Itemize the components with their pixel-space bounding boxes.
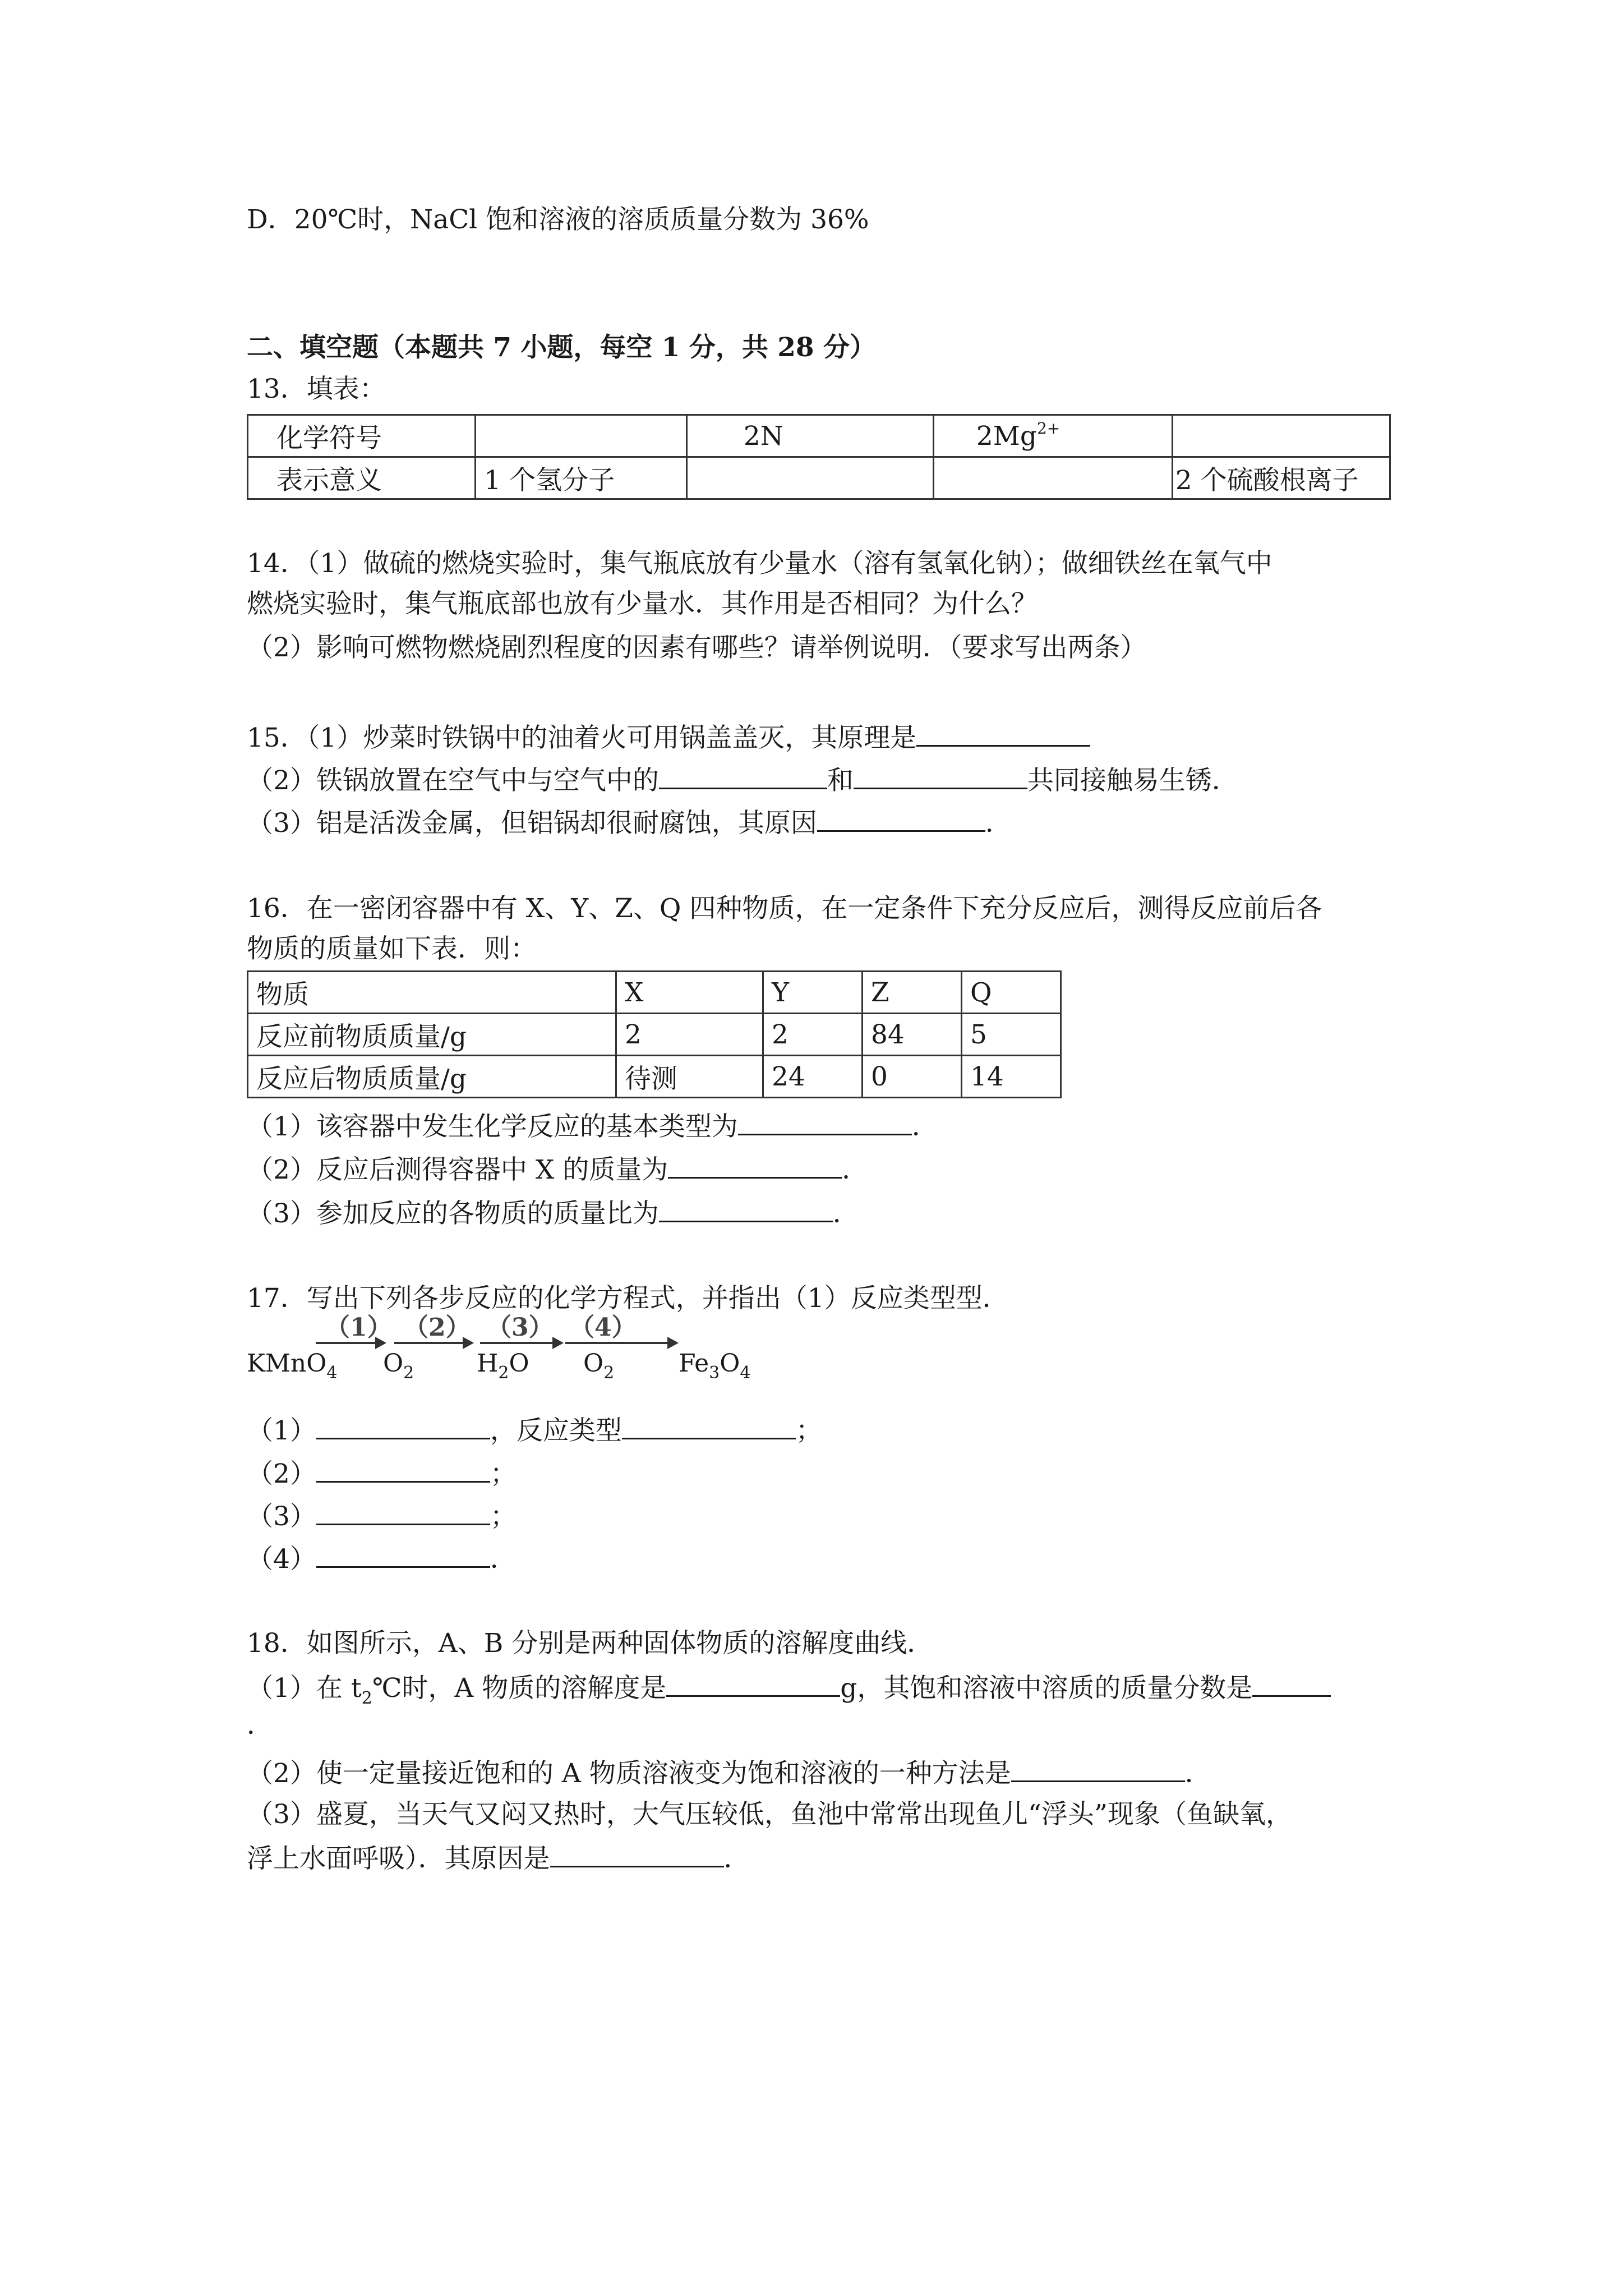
answer-blank[interactable] — [817, 804, 985, 832]
q15-text2b: 和 — [827, 765, 854, 796]
step-label-3: （3） — [487, 1313, 554, 1342]
formula-o2 — [383, 1349, 414, 1383]
q16-sub2 — [247, 1151, 868, 1187]
table-cell: Z — [863, 972, 962, 1014]
table-cell: 2N — [686, 415, 933, 457]
arrow-icon — [480, 1342, 561, 1344]
answer-blank[interactable] — [1011, 1755, 1185, 1782]
answer-blank[interactable] — [550, 1840, 724, 1867]
q18-line3: ． — [247, 1710, 273, 1741]
q18-text: （2）使一定量接近饱和的 A 物质溶液变为饱和溶液的一种方法是 — [247, 1758, 1011, 1789]
table-cell[interactable] — [476, 415, 687, 457]
q17-answer4 — [247, 1540, 517, 1576]
table-cell: Q — [962, 972, 1061, 1014]
q17-answer1 — [247, 1412, 822, 1448]
section-title: 二、填空题（本题共 7 小题，每空 1 分，共 28 分） — [247, 332, 876, 363]
table-row — [248, 972, 1061, 1014]
subscript: 2 — [603, 1363, 615, 1383]
q18-text: 浮上水面呼吸）．其原因是 — [247, 1843, 550, 1874]
table-cell: Y — [763, 972, 863, 1014]
q16-text2: （2）反应后测得容器中 X 的质量为 — [247, 1154, 668, 1185]
formula-text: O — [720, 1349, 740, 1378]
table-cell: 化学符号 — [248, 415, 476, 457]
q16-line2: 物质的质量如下表．则： — [247, 933, 537, 964]
table-cell: 0 — [863, 1056, 962, 1098]
q15-text3b: ． — [985, 808, 1012, 839]
answer-blank[interactable] — [659, 1195, 833, 1222]
q18-line4 — [247, 1755, 1211, 1791]
subscript: 2 — [403, 1363, 414, 1383]
formula-text: Fe — [679, 1349, 709, 1378]
answer-blank[interactable] — [659, 762, 827, 789]
step-label-2: （2） — [404, 1313, 471, 1342]
q18-text: ． — [723, 1843, 750, 1874]
q13-title: 13．填表： — [247, 374, 386, 404]
table-cell[interactable] — [1172, 415, 1390, 457]
q17-line1: 17．写出下列各步反应的化学方程式，并指出（1）反应类型型． — [247, 1283, 1009, 1314]
formula-kmno4 — [247, 1349, 338, 1383]
answer-blank[interactable] — [622, 1412, 796, 1439]
answer-blank[interactable] — [1252, 1669, 1331, 1697]
subscript: 4 — [740, 1363, 751, 1383]
arrow-icon — [565, 1342, 676, 1344]
formula-text: H — [477, 1349, 499, 1378]
table-cell: 5 — [962, 1014, 1061, 1056]
q17-label: （2） — [247, 1458, 316, 1489]
answer-blank[interactable] — [668, 1151, 842, 1179]
table-cell: 14 — [962, 1056, 1061, 1098]
q15-line2 — [247, 762, 1238, 798]
q14-line2: 燃烧实验时，集气瓶底部也放有少量水．其作用是否相同？为什么？ — [247, 588, 1038, 619]
q14-line1: 14．（1）做硫的燃烧实验时，集气瓶底放有少量水（溶有氢氧化钠）；做细铁丝在氧气中 — [247, 548, 1272, 579]
q17-text: ； — [490, 1501, 517, 1532]
table-cell: 24 — [763, 1056, 863, 1098]
q17-text: ，反应类型 — [490, 1415, 622, 1446]
q16-text1: （1）该容器中发生化学反应的基本类型为 — [247, 1111, 738, 1142]
formula-text: KMnO — [247, 1349, 327, 1378]
q16-end: ． — [842, 1154, 869, 1185]
q16-table — [247, 970, 1062, 1098]
subscript: 4 — [326, 1363, 338, 1383]
table-cell: 2 — [763, 1014, 863, 1056]
q17-label: （1） — [247, 1415, 316, 1446]
q17-label: （4） — [247, 1544, 316, 1575]
q17-text: ； — [795, 1415, 822, 1446]
answer-blank[interactable] — [916, 719, 1090, 747]
q16-text3: （3）参加反应的各物质的质量比为 — [247, 1198, 659, 1229]
q17-answer2 — [247, 1455, 517, 1491]
table-cell: 1 个氢分子 — [476, 457, 687, 499]
table-row — [248, 1056, 1061, 1098]
q15-line1 — [247, 719, 1090, 755]
q18-line6 — [247, 1840, 750, 1876]
table-row — [248, 457, 1390, 499]
q15-text1: 15．（1）炒菜时铁锅中的油着火可用锅盖盖灭，其原理是 — [247, 723, 917, 753]
formula-text: O — [509, 1349, 529, 1378]
q15-text3a: （3）铝是活泼金属，但铝锅却很耐腐蚀，其原因 — [247, 808, 817, 839]
step-label-4: （4） — [570, 1313, 637, 1342]
q18-text: ． — [1184, 1758, 1211, 1789]
table-cell: 2 个硫酸根离子 — [1172, 457, 1390, 499]
table-cell: 反应前物质质量/g — [248, 1014, 616, 1056]
q18-line5: （3）盛夏，当天气又闷又热时，大气压较低，鱼池中常常出现鱼儿“浮头”现象（鱼缺氧， — [247, 1799, 1292, 1830]
table-cell: 84 — [863, 1014, 962, 1056]
q17-text: ． — [490, 1544, 517, 1575]
answer-blank[interactable] — [854, 762, 1027, 789]
q18-text: （1）在 t — [247, 1673, 362, 1704]
q17-text: ； — [490, 1458, 517, 1489]
q18-line1: 18．如图所示，A、B 分别是两种固体物质的溶解度曲线． — [247, 1628, 934, 1659]
table-cell: 反应后物质质量/g — [248, 1056, 616, 1098]
table-cell[interactable] — [686, 457, 933, 499]
answer-blank[interactable] — [316, 1498, 490, 1525]
table-cell: X — [616, 972, 763, 1014]
answer-blank[interactable] — [666, 1669, 840, 1697]
option-d: D．20℃时，NaCl 饱和溶液的溶质质量分数为 36% — [247, 204, 869, 235]
subscript: 3 — [709, 1363, 720, 1383]
q15-line3 — [247, 804, 1012, 840]
q15-text2c: 共同接触易生锈． — [1027, 765, 1238, 796]
table-cell — [933, 415, 1172, 457]
q16-sub3 — [247, 1195, 859, 1231]
arrow-icon — [316, 1342, 384, 1344]
q14-line3: （2）影响可燃物燃烧剧烈程度的因素有哪些？请举例说明．（要求写出两条） — [247, 632, 1147, 663]
table-row — [248, 415, 1390, 457]
q17-label: （3） — [247, 1501, 316, 1532]
q15-text2a: （2）铁锅放置在空气中与空气中的 — [247, 765, 659, 796]
q17-answer3 — [247, 1498, 517, 1534]
answer-blank[interactable] — [316, 1412, 490, 1439]
formula-o2 — [583, 1349, 615, 1383]
table-cell: 物质 — [248, 972, 616, 1014]
answer-blank[interactable] — [316, 1455, 490, 1483]
table-cell: 表示意义 — [248, 457, 476, 499]
mg-charge: 2+ — [1036, 418, 1061, 438]
answer-blank[interactable] — [316, 1540, 490, 1568]
step-label-1: （1） — [325, 1313, 392, 1342]
table-row — [248, 1014, 1061, 1056]
q16-line1: 16．在一密闭容器中有 X、Y、Z、Q 四种物质，在一定条件下充分反应后，测得反应前后各 — [247, 893, 1322, 924]
formula-text: O — [583, 1349, 604, 1378]
formula-fe3o4 — [679, 1349, 751, 1383]
formula-text: O — [383, 1349, 404, 1378]
table-cell: 2 — [616, 1014, 763, 1056]
q18-text: ℃时，A 物质的溶解度是 — [372, 1673, 667, 1704]
q18-line2 — [247, 1669, 1331, 1708]
subscript: 2 — [498, 1363, 509, 1383]
q13-table — [247, 414, 1391, 500]
table-cell: 待测 — [616, 1056, 763, 1098]
q18-text: g，其饱和溶液中溶质的质量分数是 — [840, 1673, 1253, 1704]
formula-h2o — [477, 1349, 529, 1383]
q16-end: ． — [832, 1198, 859, 1229]
q16-sub1 — [247, 1108, 938, 1144]
table-cell[interactable] — [933, 457, 1172, 499]
q16-end: ． — [911, 1111, 938, 1142]
mg-symbol: 2Mg — [976, 420, 1037, 452]
arrow-icon — [394, 1342, 472, 1344]
subscript: 2 — [361, 1688, 372, 1708]
answer-blank[interactable] — [738, 1108, 912, 1135]
